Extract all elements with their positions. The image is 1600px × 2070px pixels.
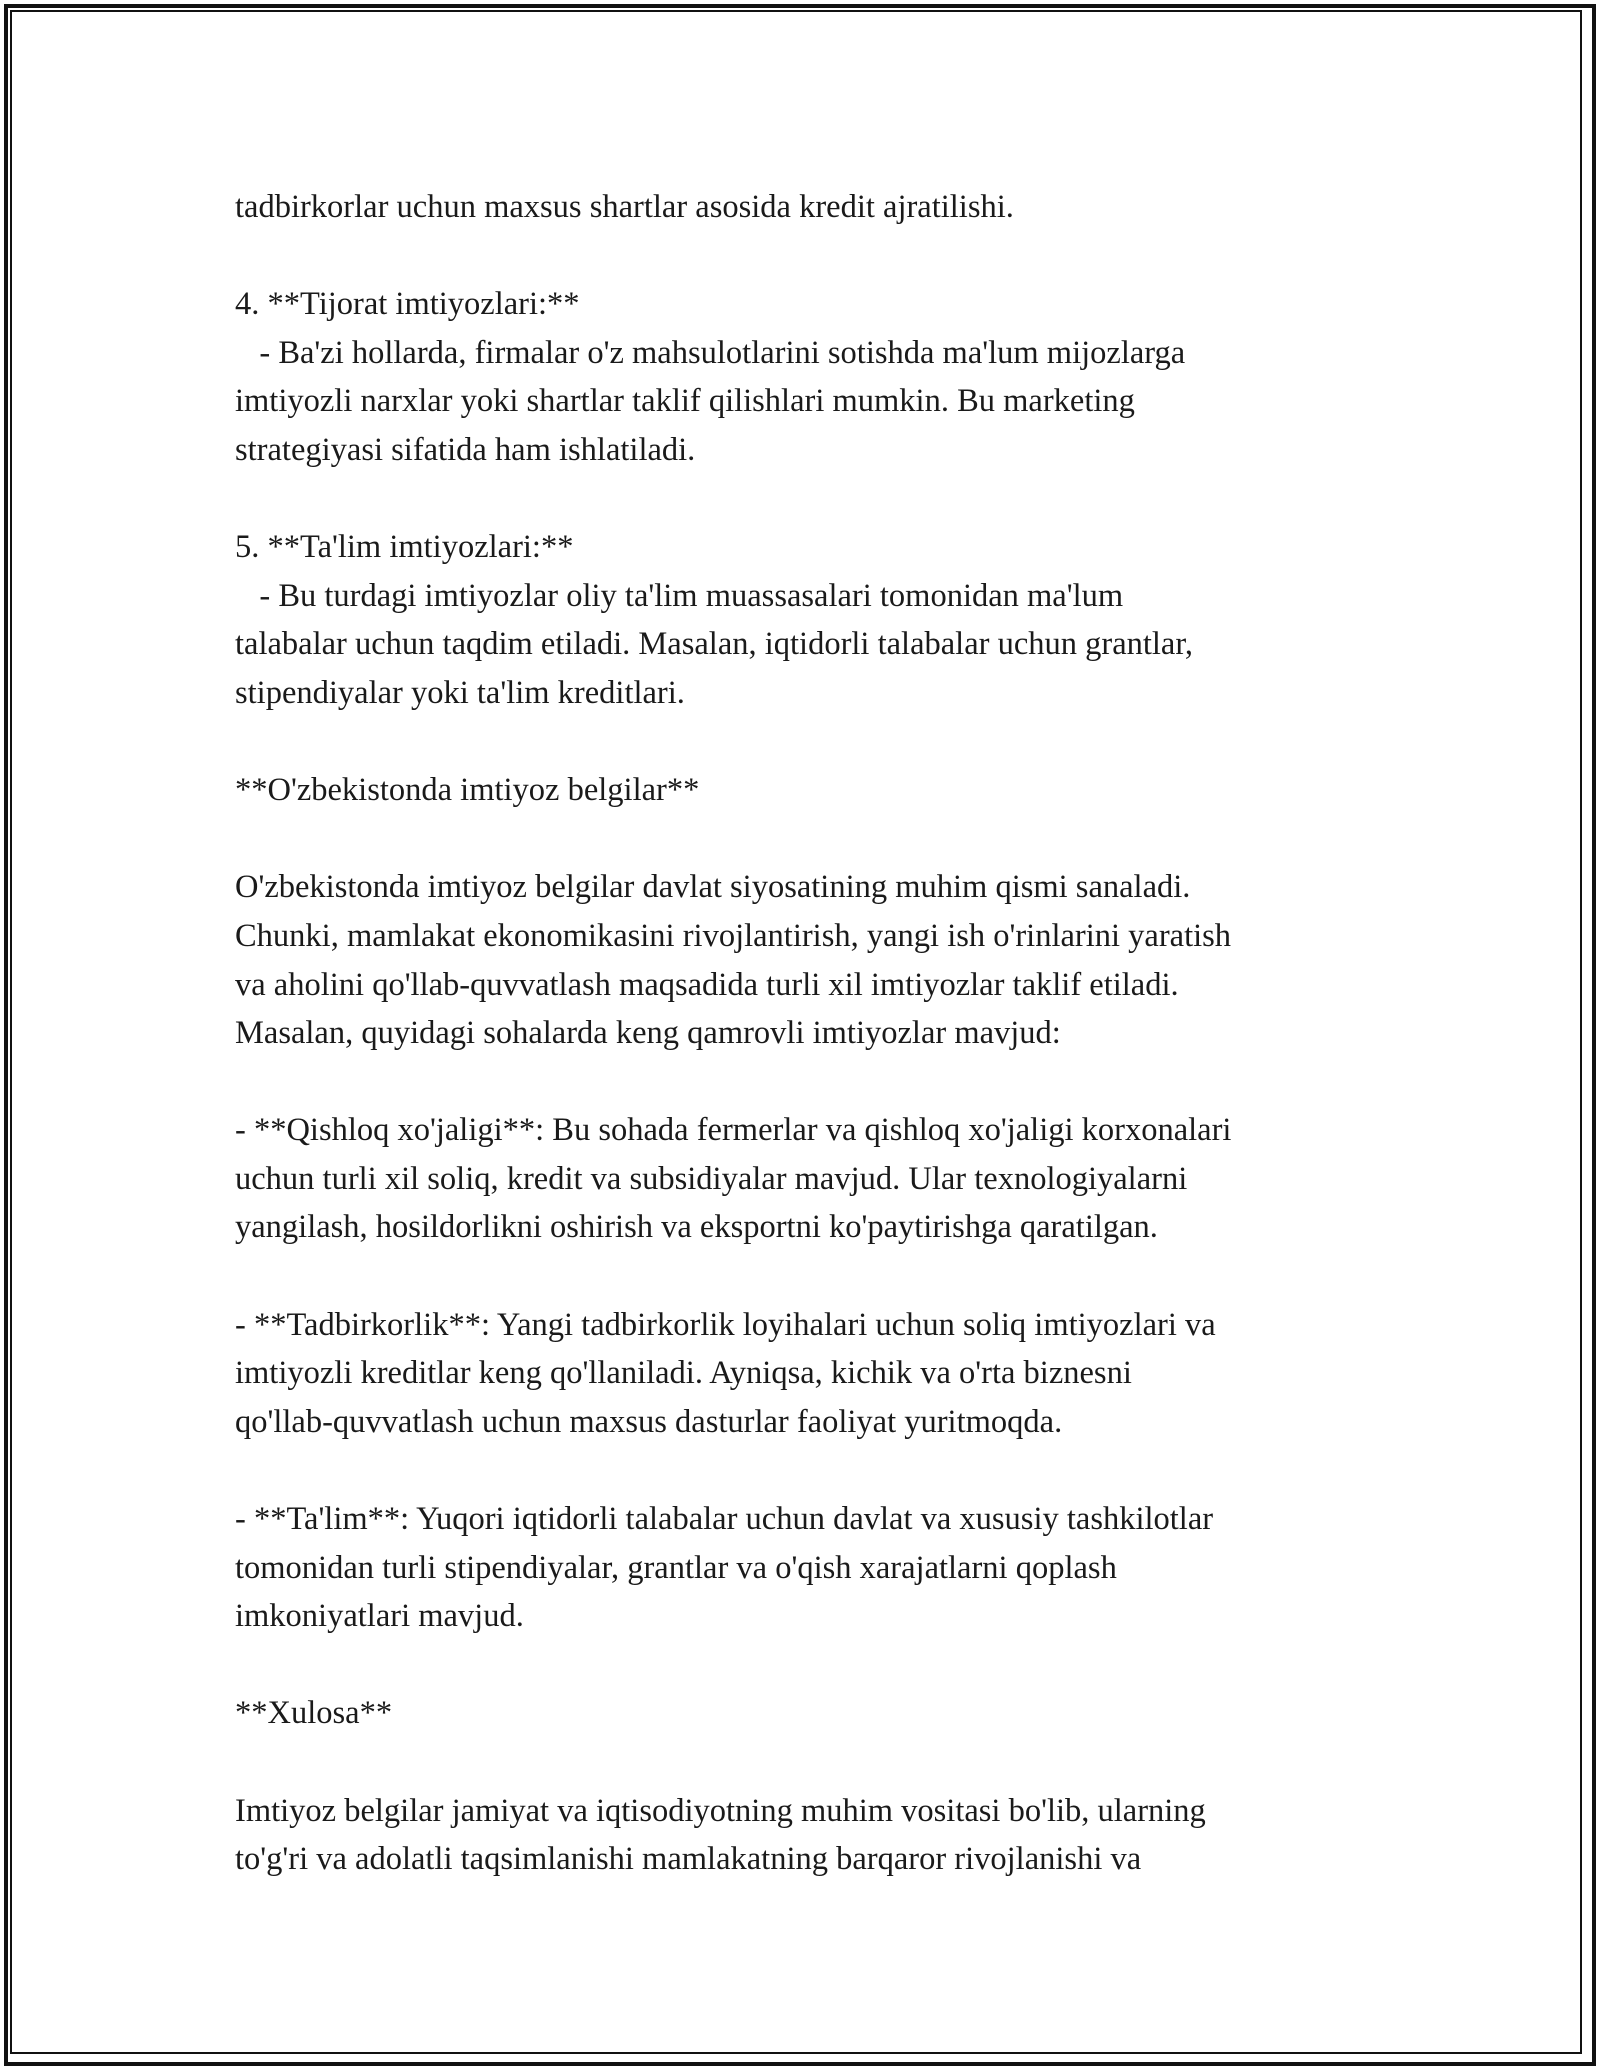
- section-heading-uzbekistan: [235, 766, 1385, 815]
- list-item-education-privileges: [235, 523, 1385, 717]
- text-line: Imtiyoz belgilar jamiyat va iqtisodiyotning muhim vositasi bo'lib, ularning: [235, 1792, 1206, 1829]
- text-line: tomonidan turli stipendiyalar, grantlar va o'qish xarajatlarni qoplash: [235, 1549, 1117, 1586]
- section-heading: **Xulosa**: [235, 1695, 393, 1732]
- bullet-entrepreneurship: [235, 1301, 1385, 1447]
- paragraph-uzbekistan-intro: [235, 863, 1385, 1057]
- text-line: tadbirkorlar uchun maxsus shartlar asosida kredit ajratilishi.: [235, 189, 1014, 225]
- paragraph-gap: [235, 1738, 1385, 1787]
- list-item-heading: 5. **Ta'lim imtiyozlari:**: [235, 529, 574, 566]
- paragraph-gap: [235, 232, 1385, 281]
- paragraph-gap: [235, 475, 1385, 524]
- text-line: - **Qishloq xo'jaligi**: Bu sohada fermerlar va qishloq xo'jaligi korxonalari: [235, 1112, 1232, 1149]
- paragraph-gap: [235, 1058, 1385, 1107]
- text-line: imtiyozli kreditlar keng qo'llaniladi. Ayniqsa, kichik va o'rta biznesni: [235, 1355, 1132, 1392]
- list-item-heading: 4. **Tijorat imtiyozlari:**: [235, 286, 580, 323]
- paragraph-gap: [235, 718, 1385, 767]
- section-heading-conclusion: [235, 1689, 1385, 1738]
- text-line: talabalar uchun taqdim etiladi. Masalan, iqtidorli talabalar uchun grantlar,: [235, 626, 1194, 663]
- paragraph-conclusion: [235, 1787, 1385, 1884]
- text-line: - Bu turdagi imtiyozlar oliy ta'lim muassasalari tomonidan ma'lum: [235, 577, 1124, 614]
- paragraph-continuation: [235, 183, 1385, 232]
- paragraph-gap: [235, 1252, 1385, 1301]
- section-heading: **O'zbekistonda imtiyoz belgilar**: [235, 772, 700, 809]
- paragraph-gap: [235, 815, 1385, 864]
- list-item-commercial-privileges: [235, 280, 1385, 474]
- text-line: - **Ta'lim**: Yuqori iqtidorli talabalar uchun davlat va xususiy tashkilotlar: [235, 1501, 1214, 1538]
- text-line: O'zbekistonda imtiyoz belgilar davlat siyosatining muhim qismi sanaladi.: [235, 869, 1191, 906]
- paragraph-gap: [235, 1641, 1385, 1690]
- text-line: imkoniyatlari mavjud.: [235, 1598, 524, 1635]
- document-body: [235, 183, 1385, 1884]
- bullet-education: [235, 1495, 1385, 1641]
- paragraph-gap: [235, 1446, 1385, 1495]
- text-line: yangilash, hosildorlikni oshirish va eksportni ko'paytirishga qaratilgan.: [235, 1209, 1158, 1246]
- text-line: - **Tadbirkorlik**: Yangi tadbirkorlik loyihalari uchun soliq imtiyozlari va: [235, 1306, 1216, 1343]
- text-line: Chunki, mamlakat ekonomikasini rivojlantirish, yangi ish o'rinlarini yaratish: [235, 917, 1232, 954]
- text-line: imtiyozli narxlar yoki shartlar taklif qilishlari mumkin. Bu marketing: [235, 383, 1135, 420]
- text-line: stipendiyalar yoki ta'lim kreditlari.: [235, 674, 685, 711]
- text-line: Masalan, quyidagi sohalarda keng qamrovli imtiyozlar mavjud:: [235, 1015, 1061, 1052]
- text-line: va aholini qo'llab-quvvatlash maqsadida turli xil imtiyozlar taklif etiladi.: [235, 966, 1179, 1003]
- text-line: qo'llab-quvvatlash uchun maxsus dasturlar faoliyat yuritmoqda.: [235, 1403, 1063, 1440]
- text-line: to'g'ri va adolatli taqsimlanishi mamlakatning barqaror rivojlanishi va: [235, 1841, 1142, 1878]
- bullet-agriculture: [235, 1106, 1385, 1252]
- text-line: strategiyasi sifatida ham ishlatiladi.: [235, 431, 696, 468]
- text-line: uchun turli xil soliq, kredit va subsidiyalar mavjud. Ular texnologiyalarni: [235, 1160, 1188, 1197]
- text-line: - Ba'zi hollarda, firmalar o'z mahsulotlarini sotishda ma'lum mijozlarga: [235, 334, 1186, 371]
